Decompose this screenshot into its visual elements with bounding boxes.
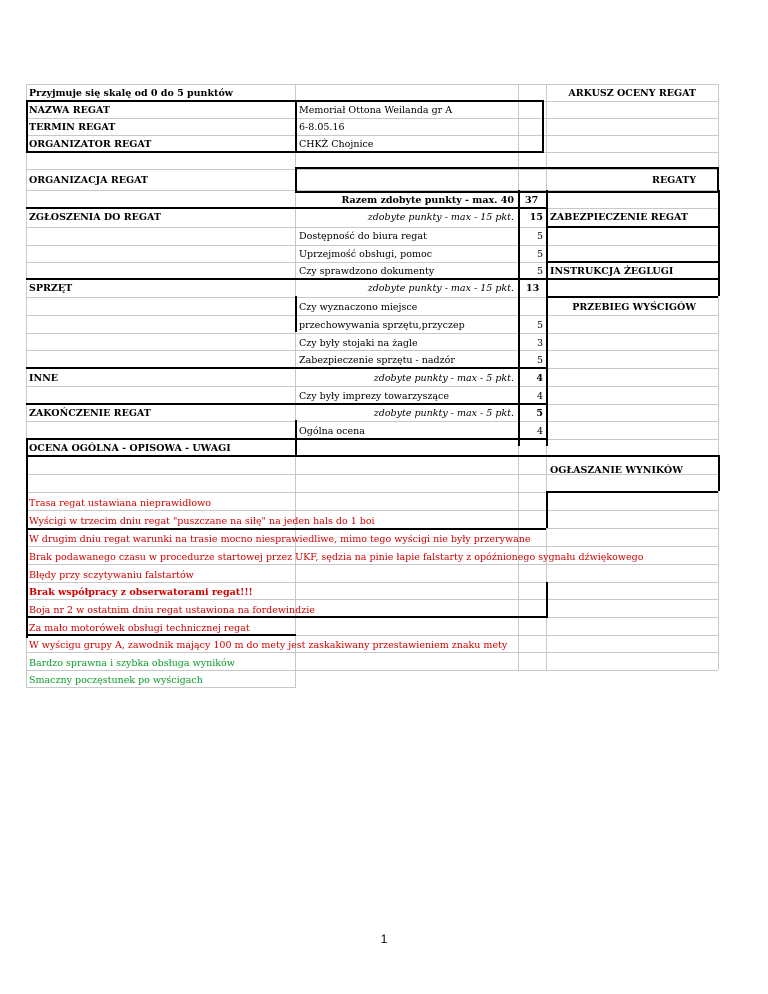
remark: W wyścigu grupy A, zawodnik mający 100 m do mety jest zaskakiwany przestawieniem znaku mety [29, 640, 508, 651]
remark: Bardzo sprawna i szybka obsługa wyników [29, 658, 235, 669]
remark: Brak współpracy z obserwatorami regat!!! [29, 587, 253, 598]
item-label: Uprzejmość obsługi, pomoc [299, 249, 433, 260]
info-value-organizer: CHKŻ Chojnice [299, 139, 374, 150]
page-number: 1 [380, 932, 388, 946]
remark: Trasa regat ustawiana nieprawidłowo [29, 498, 211, 509]
zgloszenia-score: 15 [529, 212, 543, 223]
item-score: 4 [536, 391, 543, 402]
section-zabezpieczenie: ZABEZPIECZENIE REGAT [550, 212, 688, 223]
item-score: 5 [536, 355, 543, 366]
remark: Brak podawanego czasu w procedurze startowej przez UKF, sędzia na pinie łapie falstarty z opóźnionego sygnału dźwiękowego [29, 552, 644, 563]
remark: Za mało motorówek obsługi technicznej regat [29, 623, 250, 634]
sprzet-max: zdobyte punkty - max - 15 pkt. [367, 283, 514, 294]
sheet-title: ARKUSZ OCENY REGAT [568, 88, 696, 99]
item-label: Czy wyznaczono miejsce [299, 302, 418, 313]
section-zakonczenie: ZAKOŃCZENIE REGAT [29, 408, 151, 419]
item-label: Zabezpieczenie sprzętu - nadzór [299, 355, 455, 366]
section-inne: INNE [29, 373, 59, 384]
sprzet-score: 13 [526, 283, 540, 294]
section-ocena: OCENA OGÓLNA - OPISOWA - UWAGI [29, 443, 231, 454]
zakonczenie-score: 5 [536, 408, 543, 419]
item-score: 3 [536, 338, 543, 349]
inne-score: 4 [536, 373, 543, 384]
section-zgloszenia: ZGŁOSZENIA DO REGAT [29, 212, 161, 223]
item-score: 5 [536, 249, 543, 260]
inne-max: zdobyte punkty - max - 5 pkt. [373, 373, 514, 384]
zgloszenia-max: zdobyte punkty - max - 15 pkt. [367, 212, 514, 223]
zakonczenie-max: zdobyte punkty - max - 5 pkt. [373, 408, 514, 419]
section-organizacja: ORGANIZACJA REGAT [29, 175, 148, 186]
remark: Boja nr 2 w ostatnim dniu regat ustawiona na fordewindzie [29, 605, 315, 616]
item-label: przechowywania sprzętu,przyczep [299, 320, 465, 331]
item-label: Czy były imprezy towarzyszące [299, 391, 449, 402]
info-value-name: Memoriał Ottona Weilanda gr A [299, 105, 453, 116]
section-oglaszanie: OGŁASZANIE WYNIKÓW [550, 465, 683, 476]
section-przebieg: PRZEBIEG WYŚCIGÓW [572, 302, 696, 313]
item-score: 4 [536, 426, 543, 437]
item-label: Czy sprawdzono dokumenty [299, 266, 435, 277]
section-sprzet: SPRZĘT [29, 283, 73, 294]
remark: W drugim dniu regat warunki na trasie mocno niesprawiedliwe, mimo tego wyścigi nie były przerywane [29, 534, 531, 545]
scale-note: Przyjmuje się skalę od 0 do 5 punktów [29, 88, 233, 99]
item-score: 5 [536, 320, 543, 331]
item-score: 5 [536, 231, 543, 242]
item-score: 5 [536, 266, 543, 277]
section-instrukcja: INSTRUKCJA ŻEGLUGI [550, 266, 674, 277]
remark: Smaczny poczęstunek po wyścigach [29, 675, 203, 686]
info-value-date: 6-8.05.16 [299, 122, 345, 133]
total-value: 37 [525, 195, 539, 206]
remark: Wyścigi w trzecim dniu regat "puszczane na siłę" na jeden hals do 1 boi [29, 516, 375, 527]
item-label: Dostępność do biura regat [299, 231, 427, 242]
item-label: Czy były stojaki na żagle [299, 338, 418, 349]
info-label-organizer: ORGANIZATOR REGAT [29, 139, 152, 150]
info-label-name: NAZWA REGAT [29, 105, 110, 116]
info-label-date: TERMIN REGAT [29, 122, 116, 133]
remark: Błędy przy sczytywaniu falstartów [29, 570, 194, 581]
item-label: Ogólna ocena [299, 426, 365, 437]
section-regaty: REGATY [652, 175, 696, 186]
total-label: Razem zdobyte punkty - max. 40 [341, 195, 514, 206]
